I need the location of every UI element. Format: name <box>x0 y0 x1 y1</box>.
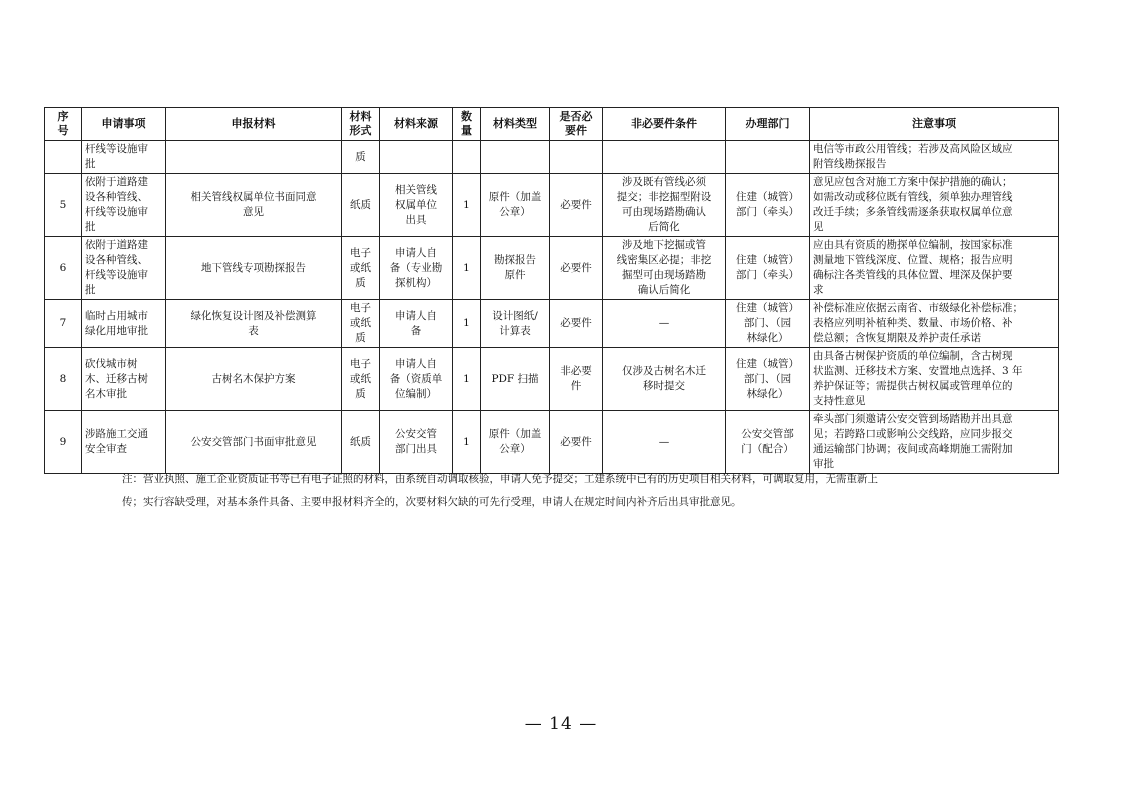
table-cell: 必要件 <box>550 300 603 348</box>
table-cell: 纸质 <box>342 174 380 237</box>
table-cell: 应由具有资质的勘探单位编制，按国家标准 测量地下管线深度、位置、规格；报告应明 确标注各类管线的具体位置、埋深及保护要 求 <box>810 237 1059 300</box>
table-cell: 住建（城管） 部门、（园 林绿化） <box>726 300 810 348</box>
table-cell: 必要件 <box>550 237 603 300</box>
table-cell: 依附于道路建 设各种管线、 杆线等设施审 批 <box>82 237 166 300</box>
table-cell: — <box>603 300 726 348</box>
table-cell <box>453 141 481 174</box>
header-cell: 注意事项 <box>810 108 1059 141</box>
table-cell: 1 <box>453 411 481 474</box>
table-cell: 申请人自 备（专业勘 探机构） <box>380 237 453 300</box>
table-cell <box>550 141 603 174</box>
table-cell: 绿化恢复设计图及补偿测算 表 <box>166 300 342 348</box>
table-cell: 牵头部门须邀请公安交管到场踏勘并出具意 见；若跨路口或影响公交线路，应同步报交 通运输部门协调；夜间或高峰期施工需附加 审批 <box>810 411 1059 474</box>
table-cell: 临时占用城市 绿化用地审批 <box>82 300 166 348</box>
table-cell: 公安交管部门书面审批意见 <box>166 411 342 474</box>
table-cell: 地下管线专项勘探报告 <box>166 237 342 300</box>
table-cell: 1 <box>453 300 481 348</box>
footnote-line-1: 注：营业执照、施工企业资质证书等已有电子证照的材料，由系统自动调取核验，申请人免予提交；工建系统中已有的历史项目相关材料，可调取复用，无需重新上 <box>122 473 878 485</box>
table-header-row <box>45 108 1059 141</box>
table-cell: 相关管线权属单位书面同意 意见 <box>166 174 342 237</box>
table-cell: 住建（城管） 部门（牵头） <box>726 174 810 237</box>
table-cell: 1 <box>453 174 481 237</box>
table-cell: 相关管线 权属单位 出具 <box>380 174 453 237</box>
table-cell: 原件（加盖 公章） <box>481 174 550 237</box>
table-cell: 9 <box>45 411 82 474</box>
table-cell: 住建（城管） 部门（牵头） <box>726 237 810 300</box>
table-cell: 1 <box>453 348 481 411</box>
table-cell: 意见应包含对施工方案中保护措施的确认； 如需改动或移位既有管线，须单独办理管线 改迁手续；多条管线需逐条获取权属单位意 见 <box>810 174 1059 237</box>
table-cell: 涉及地下挖掘或管 线密集区必提；非挖 掘型可由现场踏勘 确认后简化 <box>603 237 726 300</box>
table-row <box>45 141 1059 174</box>
table-cell: 申请人自 备 <box>380 300 453 348</box>
header-cell: 数 量 <box>453 108 481 141</box>
header-cell: 申报材料 <box>166 108 342 141</box>
table-cell: 电子 或纸 质 <box>342 300 380 348</box>
table-row <box>45 174 1059 237</box>
table-cell: 公安交管部 门（配合） <box>726 411 810 474</box>
header-cell: 申请事项 <box>82 108 166 141</box>
table-cell: 原件（加盖 公章） <box>481 411 550 474</box>
table-cell <box>726 141 810 174</box>
table-cell: 6 <box>45 237 82 300</box>
table-cell: 5 <box>45 174 82 237</box>
table-cell <box>45 141 82 174</box>
table-cell: 非必要 件 <box>550 348 603 411</box>
table-cell: 涉路施工交通 安全审查 <box>82 411 166 474</box>
table-cell: 申请人自 备（资质单 位编制） <box>380 348 453 411</box>
table-cell: 电信等市政公用管线；若涉及高风险区域应 附管线勘探报告 <box>810 141 1059 174</box>
table-cell: 依附于道路建 设各种管线、 杆线等设施审 批 <box>82 174 166 237</box>
header-cell: 材料类型 <box>481 108 550 141</box>
table-cell: 电子 或纸 质 <box>342 237 380 300</box>
table-cell: 电子 或纸 质 <box>342 348 380 411</box>
requirements-table <box>44 107 1059 474</box>
header-cell: 是否必 要件 <box>550 108 603 141</box>
table-cell <box>380 141 453 174</box>
table-cell: 砍伐城市树 木、迁移古树 名木审批 <box>82 348 166 411</box>
table-cell: PDF 扫描 <box>481 348 550 411</box>
footnote-line-2: 传；实行容缺受理，对基本条件具备、主要申报材料齐全的，次要材料欠缺的可先行受理，申请人在规定时间内补齐后出具审批意见。 <box>122 496 742 508</box>
table-cell: 勘探报告 原件 <box>481 237 550 300</box>
table-cell: 纸质 <box>342 411 380 474</box>
table-cell <box>603 141 726 174</box>
table-cell: 仅涉及古树名木迁 移时提交 <box>603 348 726 411</box>
table-cell: 质 <box>342 141 380 174</box>
table-cell: 公安交管 部门出具 <box>380 411 453 474</box>
table-cell: 7 <box>45 300 82 348</box>
table-cell: 涉及既有管线必须 提交；非挖掘型附设 可由现场踏勘确认 后简化 <box>603 174 726 237</box>
table-row <box>45 348 1059 411</box>
table-cell: 杆线等设施审 批 <box>82 141 166 174</box>
table-cell: 住建（城管） 部门、（园 林绿化） <box>726 348 810 411</box>
table-row <box>45 237 1059 300</box>
header-cell: 材料来源 <box>380 108 453 141</box>
table-cell <box>166 141 342 174</box>
table-cell: 1 <box>453 237 481 300</box>
header-cell: 材料 形式 <box>342 108 380 141</box>
table-cell: 由具备古树保护资质的单位编制，含古树现 状监测、迁移技术方案、安置地点选择、3 年 养护保证等；需提供古树权属或管理单位的 支持性意见 <box>810 348 1059 411</box>
table-cell: 必要件 <box>550 411 603 474</box>
table-cell: 必要件 <box>550 174 603 237</box>
header-cell: 非必要件条件 <box>603 108 726 141</box>
table-cell: 设计图纸/ 计算表 <box>481 300 550 348</box>
header-cell: 序 号 <box>45 108 82 141</box>
table-cell: 古树名木保护方案 <box>166 348 342 411</box>
table-cell: 补偿标准应依据云南省、市级绿化补偿标准； 表格应列明补植种类、数量、市场价格、补 偿总额；含恢复期限及养护责任承诺 <box>810 300 1059 348</box>
table-cell: 8 <box>45 348 82 411</box>
table-cell <box>481 141 550 174</box>
table-row <box>45 300 1059 348</box>
table-row <box>45 411 1059 474</box>
header-cell: 办理部门 <box>726 108 810 141</box>
page-number: — 14 — <box>524 714 598 734</box>
table-cell: — <box>603 411 726 474</box>
